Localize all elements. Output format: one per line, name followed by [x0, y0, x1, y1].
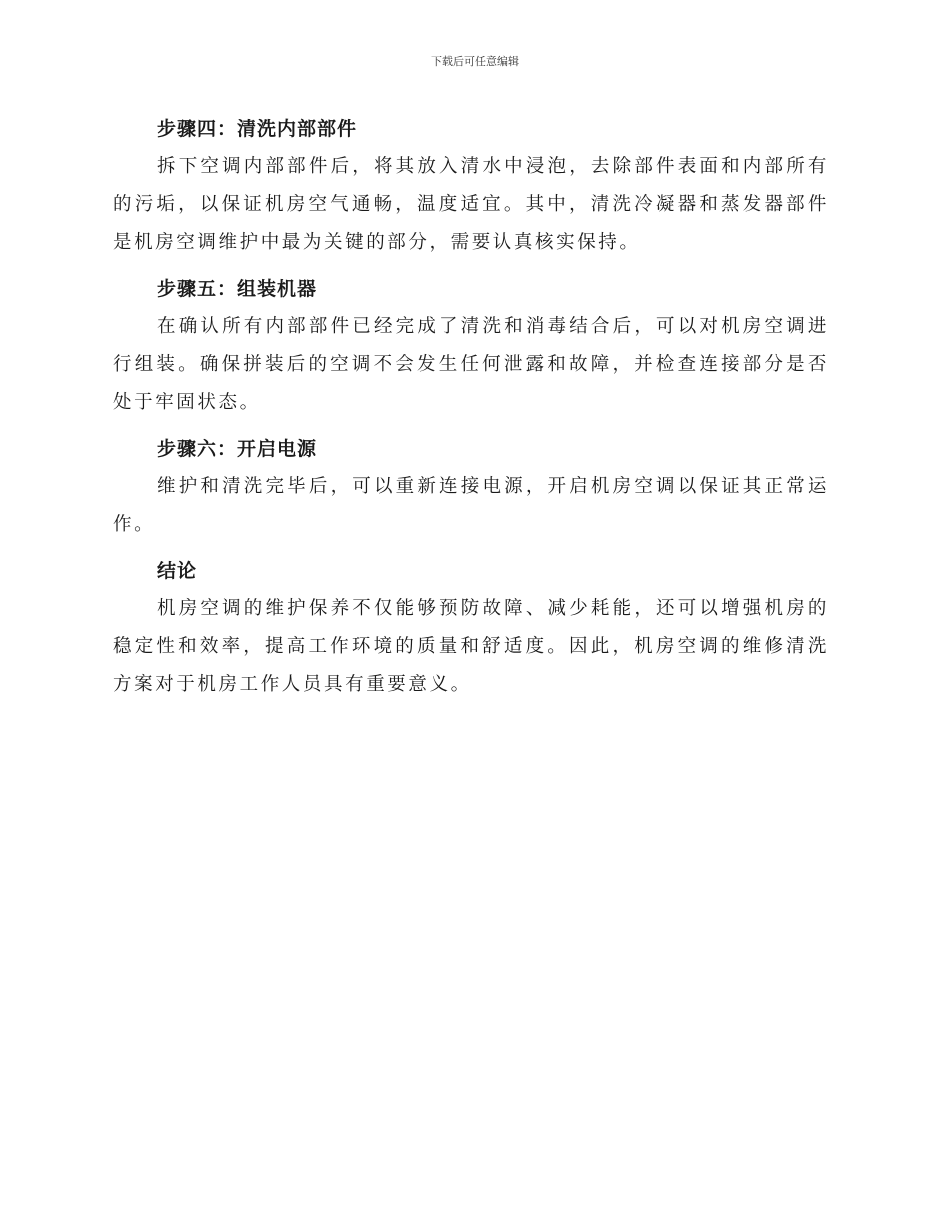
section-paragraph: 在确认所有内部部件已经完成了清洗和消毒结合后，可以对机房空调进行组装。确保拼装后的空调不会发生任何泄露和故障，并检查连接部分是否处于牢固状态。: [113, 316, 829, 413]
section-heading: 步骤六：开启电源: [157, 438, 318, 460]
section-step-four: [113, 110, 829, 262]
section-heading: 步骤四：清洗内部部件: [157, 118, 358, 140]
document-body: [113, 110, 829, 712]
section-step-five: [113, 270, 829, 422]
section-step-six: [113, 430, 829, 544]
section-paragraph: 机房空调的维护保养不仅能够预防故障、减少耗能，还可以增强机房的稳定性和效率，提高工作环境的质量和舒适度。因此，机房空调的维修清洗方案对于机房工作人员具有重要意义。: [113, 598, 829, 695]
section-conclusion: [113, 552, 829, 704]
section-paragraph: 维护和清洗完毕后，可以重新连接电源，开启机房空调以保证其正常运作。: [113, 476, 829, 535]
page-header-note: 下载后可任意编辑: [431, 55, 519, 68]
section-heading: 步骤五：组装机器: [157, 278, 318, 300]
section-paragraph: 拆下空调内部部件后，将其放入清水中浸泡，去除部件表面和内部所有的污垢，以保证机房空气通畅，温度适宜。其中，清洗冷凝器和蒸发器部件是机房空调维护中最为关键的部分，需要认真核实保持。: [113, 156, 829, 253]
section-heading: 结论: [157, 560, 198, 582]
